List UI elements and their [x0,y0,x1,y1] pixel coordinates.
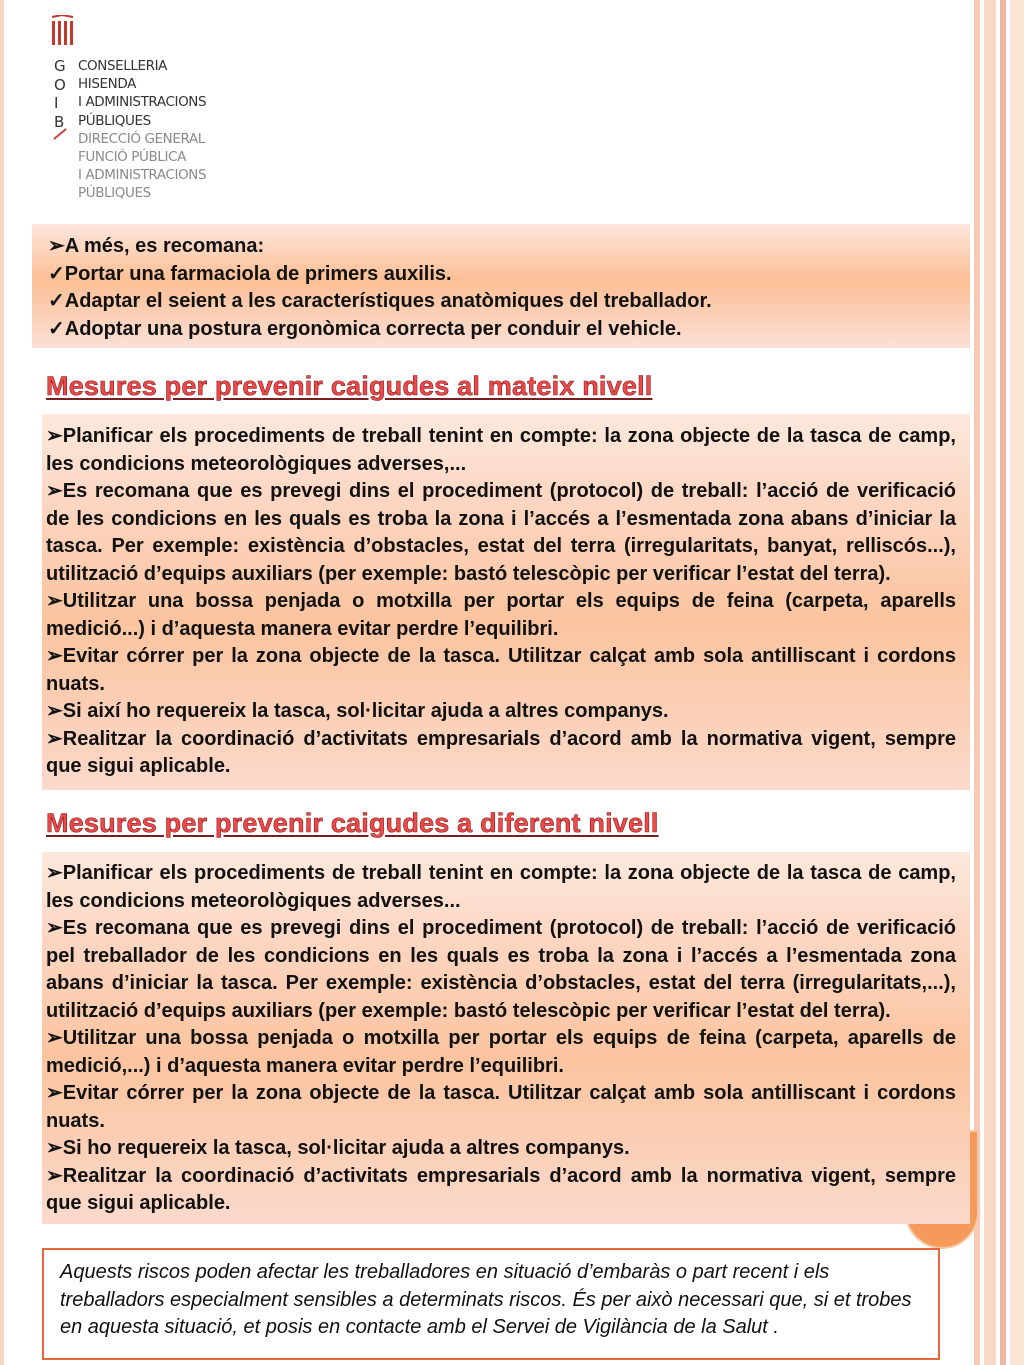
list-item: ➢Utilitzar una bossa penjada o motxilla per portar els equips de feina (carpeta, aparells de medició,...) i d’aquesta manera evitar perdre l’equilibri. [46,1027,956,1077]
logo-text: CONSELLERIA HISENDA I ADMINISTRACIONS PÚBLIQUES DIRECCIÓ GENERAL FUNCIÓ PÚBLICA I ADMINISTRACIONS PÚBLIQUES [78,58,207,202]
recommendations-panel [32,224,970,348]
list-item: ✓Portar una farmaciola de primers auxilis. [48,262,452,285]
list-item: ➢Utilitzar una bossa penjada o motxilla per portar els equips de feina (carpeta, aparells medició...) i d’aquesta manera evitar perdre l’equilibri. [46,590,956,640]
list-item: ✓Adaptar el seient a les característiques anatòmiques del treballador. [48,290,712,312]
list-item: ✓Adoptar una postura ergonòmica correcta per conduir el vehicle. [48,317,682,340]
list-item: ➢Si així ho requereix la tasca, sol·licitar ajuda a altres companys. [46,700,669,722]
list-item: ➢Si ho requereix la tasca, sol·licitar ajuda a altres companys. [46,1137,630,1159]
list-item: ➢Es recomana que es prevegi dins el procediment (protocol) de treball: l’acció de verificació de les condicions en les quals es troba la zona i l’accés a l’esmentada zona abans d’iniciar la tasca. Per exemple: existència d’obstacles, estat del terra (irregularitats, banyat, relliscós...), utilització d’equips auxiliars (per exemple: bastó telescòpic per verificar l’estat del terra). [46,480,956,585]
coat-of-arms-icon [50,15,76,49]
section-list-different-level [46,860,956,1218]
list-item: ➢Realitzar la coordinació d’activitats empresarials d’acord amb la normativa vigent, sempre que sigui aplicable. [46,727,956,777]
decorative-stripes [974,0,1024,1365]
left-border [0,0,4,1365]
goib-logo [48,15,288,205]
logo-letters: G O I B [54,57,66,131]
section-heading-different-level: Mesures per prevenir caigudes a diferent nivell [46,808,659,838]
list-item: ➢Evitar córrer per la zona objecte de la tasca. Utilitzar calçat amb sola antilliscant i cordons nuats. [46,645,956,695]
health-surveillance-note: Aquests riscos poden afectar les treballadores en situació d’embaràs o part recent i els treballadors especialment sensibles a determinats riscos. És per això necessari que, si et trobes en aquesta situació, et posis en contacte amb el Servei de Vigilància de la Salut . [42,1248,940,1360]
list-item: ➢Es recomana que es prevegi dins el procediment (protocol) de treball: l’acció de verificació pel treballador de les condicions en les quals es troba la zona i l’accés a l’esmentada zona abans d’iniciar la tasca. Per exemple: existència d’obstacles, estat del terra (irregularitats,...), utilització d’equips auxiliars (per exemple: bastó telescòpic per verificar l’estat del terra). [46,917,956,1022]
list-item: ➢Planificar els procediments de treball tenint en compte: la zona objecte de la tasca de camp, les condicions meteorològiques adverses,... [46,425,956,475]
section-heading-same-level: Mesures per prevenir caigudes al mateix nivell [46,371,653,401]
section-list-same-level [46,423,956,781]
list-item: ➢Evitar córrer per la zona objecte de la tasca. Utilitzar calçat amb sola antilliscant i cordons nuats. [46,1082,956,1132]
list-item: ➢Planificar els procediments de treball tenint en compte: la zona objecte de la tasca de camp, les condicions meteorològiques adverses... [46,862,956,912]
list-item: ➢Realitzar la coordinació d’activitats empresarials d’acord amb la normativa vigent, sempre que sigui aplicable. [46,1164,956,1214]
list-item: ➢A més, es recomana: [48,235,265,257]
